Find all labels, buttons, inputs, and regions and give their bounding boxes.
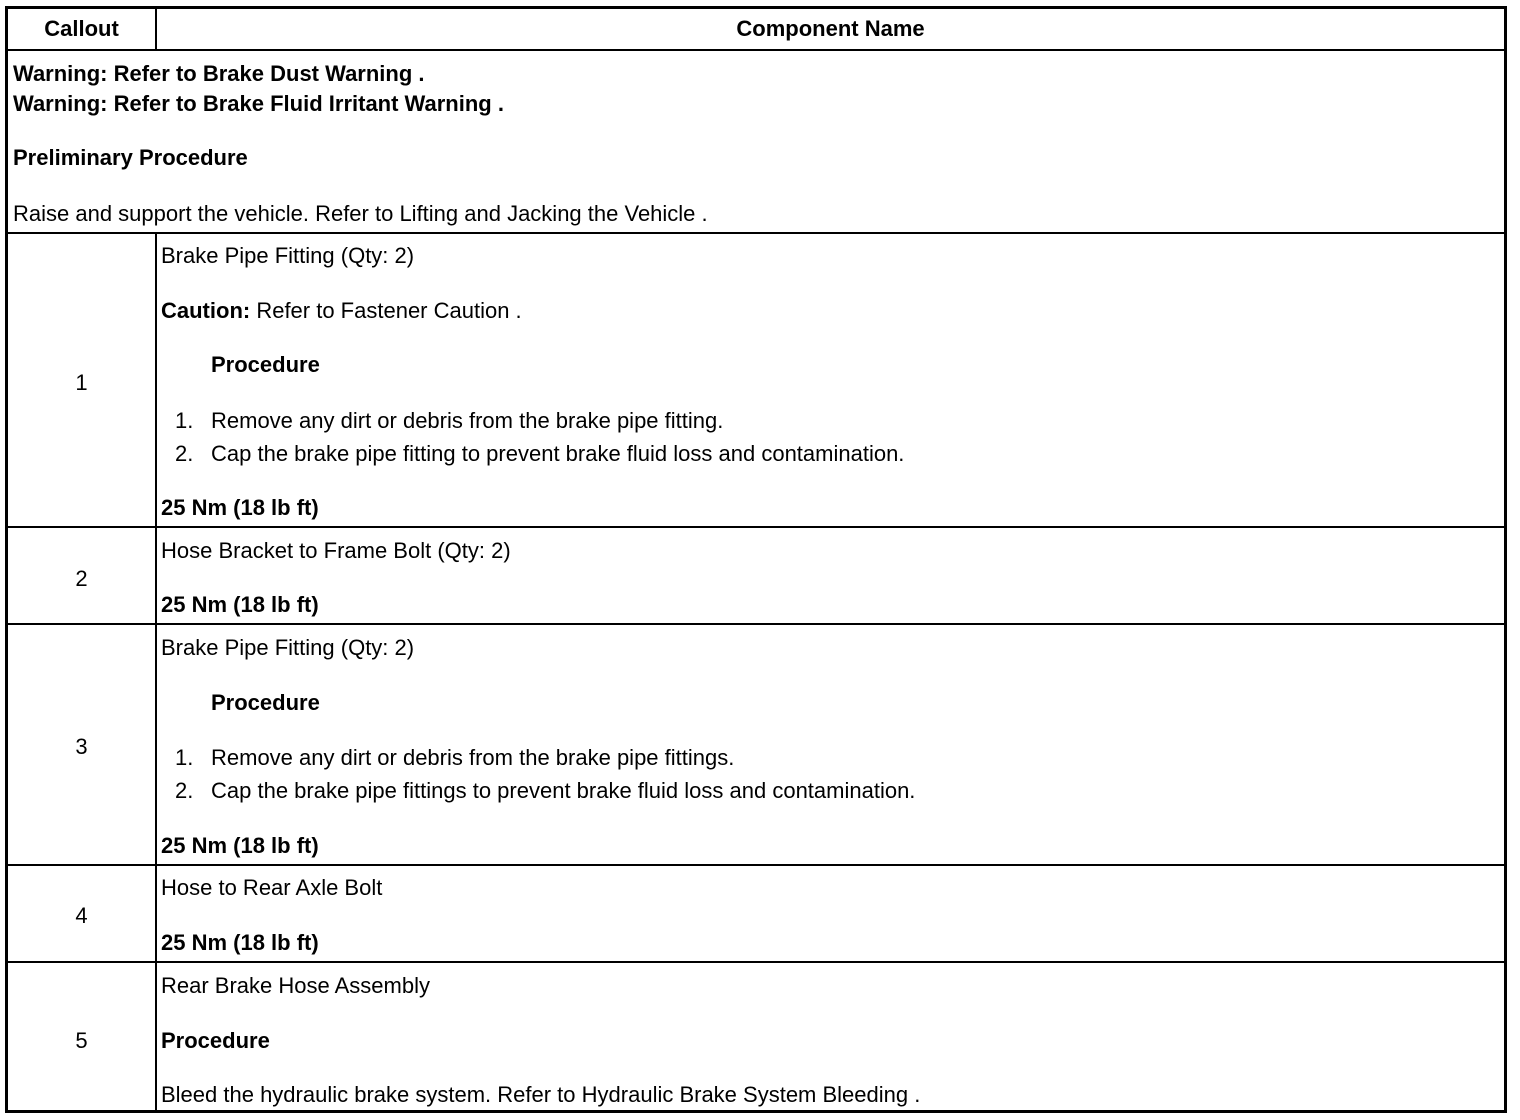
intro-rule: [8, 232, 1504, 234]
procedure-heading: Procedure: [161, 1028, 270, 1053]
header-callout: Callout: [44, 16, 119, 41]
warning-brake-fluid: Warning: Refer to Brake Fluid Irritant Warning .: [13, 91, 504, 116]
step-number: 2.: [175, 441, 194, 466]
row-component-name: Hose to Rear Axle Bolt: [161, 875, 383, 900]
torque-spec: 25 Nm (18 lb ft): [161, 833, 319, 858]
procedure-heading: Procedure: [211, 690, 320, 715]
preliminary-text: Raise and support the vehicle. Refer to Lifting and Jacking the Vehicle .: [13, 201, 708, 226]
row-rule: [8, 526, 1504, 528]
component-table: [5, 6, 1507, 1113]
caution-text: Refer to Fastener Caution .: [250, 298, 522, 323]
torque-spec: 25 Nm (18 lb ft): [161, 592, 319, 617]
step-text: Remove any dirt or debris from the brake pipe fittings.: [211, 745, 735, 770]
torque-spec: 25 Nm (18 lb ft): [161, 495, 319, 520]
row-component-name: Rear Brake Hose Assembly: [161, 973, 430, 998]
step-number: 1.: [175, 408, 194, 433]
row-callout: 3: [75, 734, 88, 759]
step-text: Remove any dirt or debris from the brake pipe fitting.: [211, 408, 724, 433]
row-component-name: Brake Pipe Fitting (Qty: 2): [161, 243, 415, 268]
procedure-heading: Procedure: [211, 352, 320, 377]
preliminary-heading: Preliminary Procedure: [13, 145, 248, 170]
procedure-text: Bleed the hydraulic brake system. Refer to Hydraulic Brake System Bleeding .: [161, 1082, 921, 1107]
warning-brake-dust: Warning: Refer to Brake Dust Warning .: [13, 61, 425, 86]
torque-spec: 25 Nm (18 lb ft): [161, 930, 319, 955]
step-number: 2.: [175, 778, 194, 803]
row-rule: [8, 961, 1504, 963]
row-callout: 4: [75, 903, 88, 928]
row-rule: [8, 864, 1504, 866]
column-divider: [155, 232, 157, 1110]
row-rule: [8, 623, 1504, 625]
step-number: 1.: [175, 745, 194, 770]
row-callout: 1: [75, 370, 88, 395]
header-divider: [155, 9, 157, 49]
caution-line: [161, 298, 522, 324]
row-callout: 2: [75, 566, 88, 591]
step-text: Cap the brake pipe fitting to prevent brake fluid loss and contamination.: [211, 441, 905, 466]
caution-label: Caution:: [161, 298, 251, 323]
step-text: Cap the brake pipe fittings to prevent brake fluid loss and contamination.: [211, 778, 916, 803]
row-component-name: Hose Bracket to Frame Bolt (Qty: 2): [161, 538, 511, 563]
header-rule: [8, 49, 1504, 51]
row-component-name: Brake Pipe Fitting (Qty: 2): [161, 635, 415, 660]
row-callout: 5: [75, 1028, 88, 1053]
header-component-name: Component Name: [736, 16, 925, 41]
